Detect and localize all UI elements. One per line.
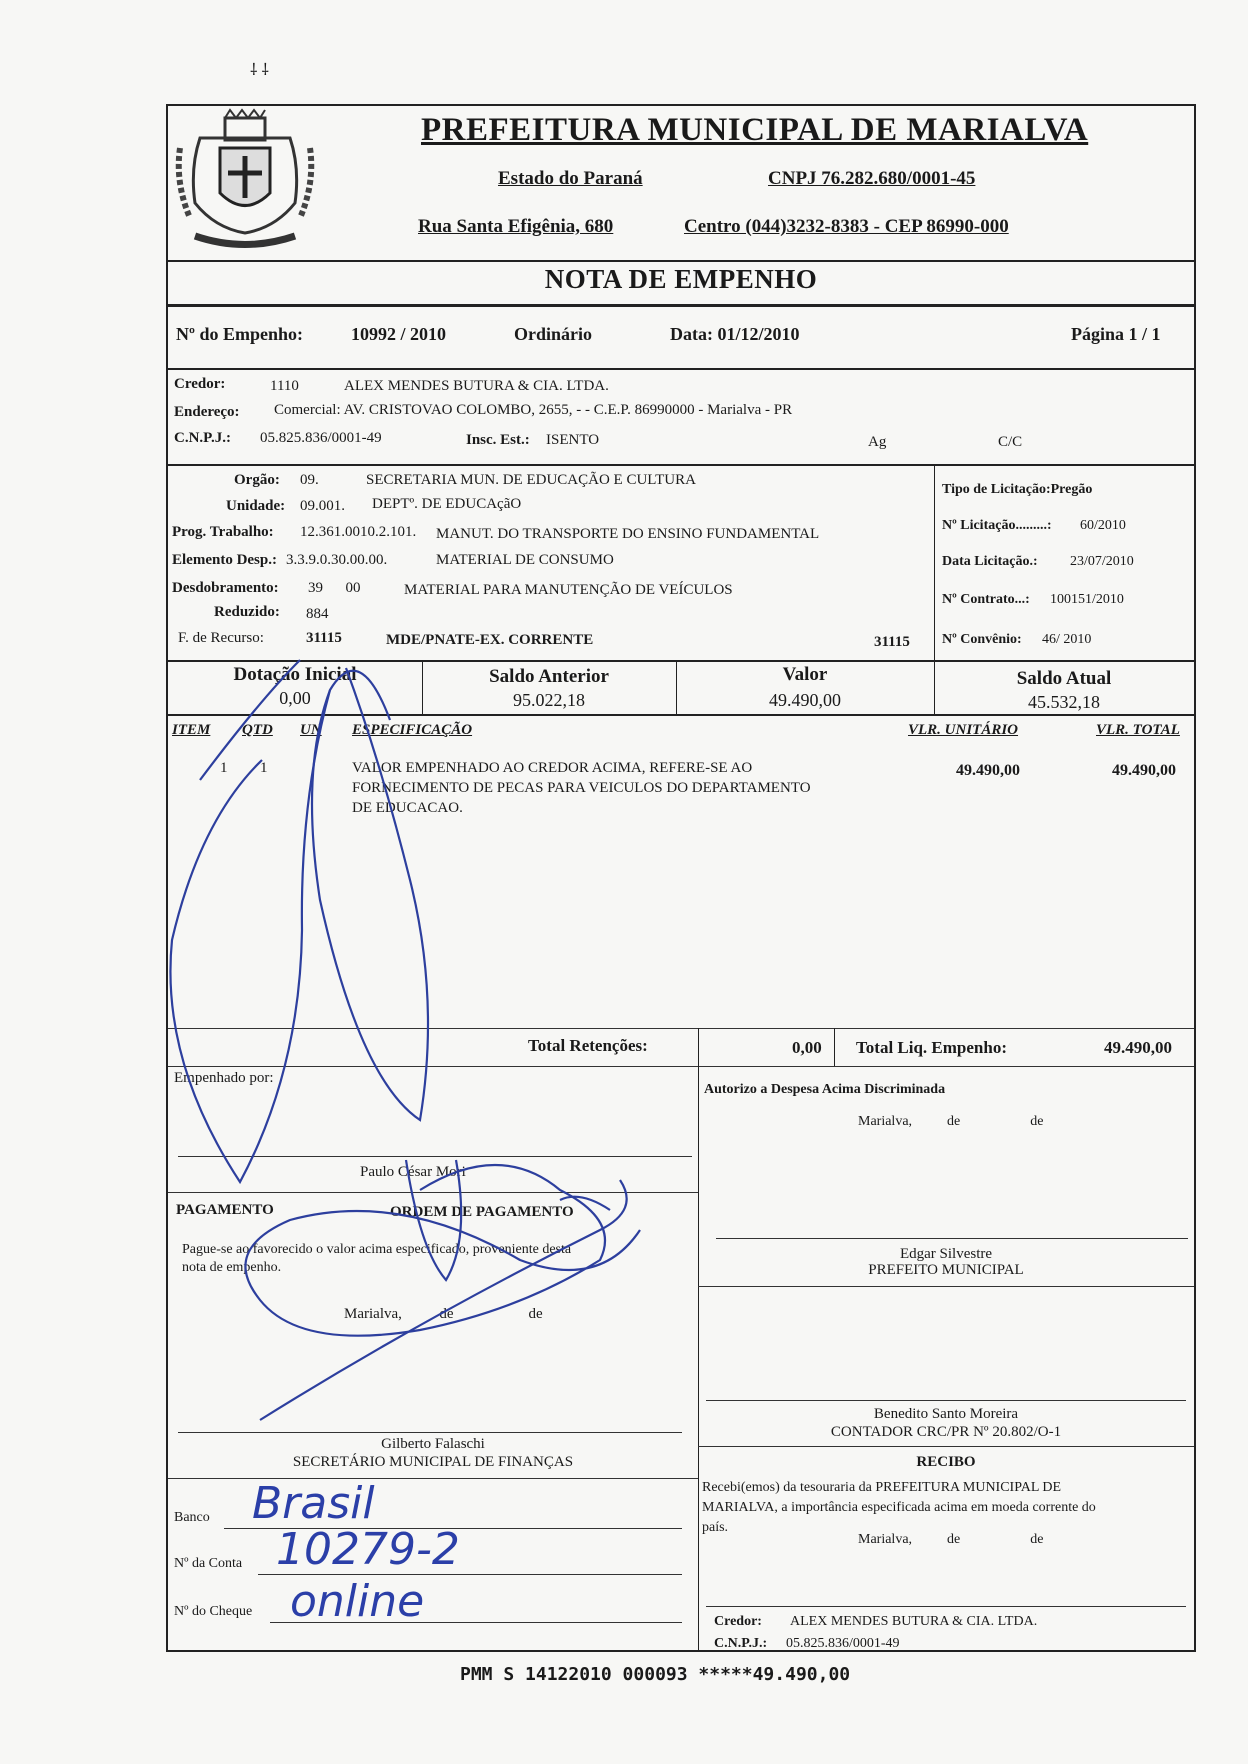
saldo-atual-label: Saldo Atual <box>1016 668 1112 689</box>
contador-title: CONTADOR CRC/PR Nº 20.802/O-1 <box>830 1424 1062 1440</box>
prog-trabalho-name: MANUT. DO TRANSPORTE DO ENSINO FUNDAMENTAL <box>436 526 820 542</box>
autorizo-label: Autorizo a Despesa Acima Discriminada <box>704 1082 946 1097</box>
valor-value: 49.490,00 <box>769 690 841 710</box>
credor-address: Comercial: AV. CRISTOVAO COLOMBO, 2655, - - C.E.P. 86990000 - Marialva - PR <box>274 402 793 418</box>
item-total-value: 49.490,00 <box>1112 762 1176 779</box>
elemento-name: MATERIAL DE CONSUMO <box>436 552 614 568</box>
item-spec-line1: VALOR EMPENHADO AO CREDOR ACIMA, REFERE-SE AO <box>352 760 753 776</box>
desdobramento-label: Desdobramento: <box>172 580 279 596</box>
col-unit-value: VLR. UNITÁRIO <box>908 722 1019 738</box>
unidade-label: Unidade: <box>226 498 286 514</box>
banco-value: Brasil <box>252 1478 375 1529</box>
saldo-anterior-value: 95.022,18 <box>513 690 585 710</box>
retencoes-label: Total Retenções: <box>528 1036 648 1055</box>
unidade-code: 09.001. <box>300 498 345 514</box>
valor-label: Valor <box>782 664 828 685</box>
recibo-date-line: Marialva, de de <box>858 1532 1044 1547</box>
empenho-number-label: Nº do Empenho: <box>176 324 303 344</box>
cheque-label: Nº do Cheque <box>174 1604 253 1619</box>
tipo-licitacao: Tipo de Licitação:Pregão <box>942 482 1093 497</box>
conta-label: Nº da Conta <box>174 1556 243 1571</box>
orgao-label: Orgão: <box>234 472 280 488</box>
recurso-code: 31115 <box>306 630 342 646</box>
credor-label: Credor: <box>174 376 226 392</box>
contrato-label: Nº Contrato...: <box>942 592 1030 607</box>
empenho-number: 10992 / 2010 <box>351 324 447 344</box>
coat-of-arms-icon <box>170 108 320 258</box>
recurso-code-right: 31115 <box>874 634 910 650</box>
document-title: NOTA DE EMPENHO <box>544 264 818 294</box>
col-total-value: VLR. TOTAL <box>1096 722 1180 738</box>
recibo-credor-label: Credor: <box>714 1614 762 1629</box>
col-item: ITEM <box>172 722 211 738</box>
prefeito-title: PREFEITO MUNICIPAL <box>868 1262 1024 1278</box>
pagamento-label: PAGAMENTO <box>176 1202 274 1218</box>
convenio-number: 46/ 2010 <box>1042 632 1092 647</box>
liquid-total-value: 49.490,00 <box>1104 1038 1172 1057</box>
recibo-text-line1: Recebi(emos) da tesouraria da PREFEITURA MUNICIPAL DE <box>702 1480 1062 1495</box>
prefeito-name: Edgar Silvestre <box>899 1246 993 1262</box>
insc-est-label: Insc. Est.: <box>466 432 530 448</box>
top-marks: ⸸ ⸸ <box>250 62 270 79</box>
reduzido-value: 884 <box>306 606 329 622</box>
empenho-date: Data: 01/12/2010 <box>670 324 800 344</box>
item-spec-line3: DE EDUCACAO. <box>352 800 463 816</box>
reduzido-label: Reduzido: <box>214 604 280 620</box>
nota-empenho-form <box>166 104 1196 1652</box>
col-especificacao: ESPECIFICAÇÃO <box>352 722 473 738</box>
insc-est-value: ISENTO <box>546 432 600 448</box>
prog-trabalho-code: 12.361.0010.2.101. <box>300 524 417 540</box>
municipality-contact: Centro (044)3232-8383 - CEP 86990-000 <box>684 216 1009 237</box>
item-unit-value: 49.490,00 <box>956 762 1020 779</box>
pagamento-date-line: Marialva, de de <box>344 1306 543 1322</box>
account-label: C/C <box>998 434 1023 450</box>
credor-cnpj: 05.825.836/0001-49 <box>260 430 382 446</box>
liquid-total-label: Total Liq. Empenho: <box>856 1038 1007 1057</box>
licitacao-date: 23/07/2010 <box>1070 554 1134 569</box>
item-number: 1 <box>220 760 228 776</box>
licitacao-date-label: Data Licitação.: <box>942 554 1038 569</box>
agency-label: Ag <box>868 434 887 450</box>
municipality-title: PREFEITURA MUNICIPAL DE MARIALVA <box>421 112 1089 148</box>
address-label: Endereço: <box>174 404 240 420</box>
recibo-text-line2: MARIALVA, a importância especificada acima em moeda corrente do <box>702 1500 1096 1515</box>
autorizo-date-line: Marialva, de de <box>858 1114 1044 1129</box>
col-un: UN <box>300 722 322 738</box>
secretario-name: Gilberto Falaschi <box>381 1436 485 1452</box>
item-spec-line2: FORNECIMENTO DE PECAS PARA VEICULOS DO DEPARTAMENTO <box>352 780 811 796</box>
recibo-cnpj: 05.825.836/0001-49 <box>786 1636 900 1651</box>
banco-label: Banco <box>174 1510 210 1525</box>
page-number: Página 1 / 1 <box>1071 324 1161 344</box>
recibo-text-line3: país. <box>702 1520 729 1535</box>
footer-stamp: PMM S 14122010 000093 *****49.490,00 <box>460 1664 851 1685</box>
state-name: Estado do Paraná <box>498 168 643 189</box>
recurso-label: F. de Recurso: <box>178 630 264 646</box>
conta-value: 10279-2 <box>276 1524 460 1575</box>
credor-name: ALEX MENDES BUTURA & CIA. LTDA. <box>344 378 609 394</box>
cheque-value: online <box>290 1576 425 1627</box>
col-qtd: QTD <box>242 722 273 738</box>
licitacao-number: 60/2010 <box>1080 518 1126 533</box>
empenhado-name: Paulo César Mori <box>360 1164 466 1180</box>
licitacao-number-label: Nº Licitação.........: <box>942 518 1052 533</box>
recibo-label: RECIBO <box>916 1454 976 1470</box>
municipality-cnpj: CNPJ 76.282.680/0001-45 <box>768 168 976 189</box>
dotacao-label: Dotação Inicial <box>233 664 357 685</box>
unidade-name: DEPTº. DE EDUCAçãO <box>372 496 522 512</box>
pagamento-text-line2: nota de empenho. <box>182 1260 282 1275</box>
saldo-anterior-label: Saldo Anterior <box>489 666 609 687</box>
empenhado-label: Empenhado por: <box>174 1070 274 1086</box>
ordem-pagamento-label: ORDEM DE PAGAMENTO <box>390 1204 574 1220</box>
municipality-address: Rua Santa Efigênia, 680 <box>418 216 614 237</box>
prog-trabalho-label: Prog. Trabalho: <box>172 524 274 540</box>
recibo-credor-name: ALEX MENDES BUTURA & CIA. LTDA. <box>790 1614 1038 1629</box>
contrato-number: 100151/2010 <box>1050 592 1124 607</box>
desdobramento-code: 39 00 <box>308 580 361 596</box>
recibo-cnpj-label: C.N.P.J.: <box>714 1636 768 1651</box>
credor-cnpj-label: C.N.P.J.: <box>174 430 231 446</box>
desdobramento-name: MATERIAL PARA MANUTENÇÃO DE VEÍCULOS <box>404 582 733 598</box>
recurso-name: MDE/PNATE-EX. CORRENTE <box>386 632 594 648</box>
orgao-name: SECRETARIA MUN. DE EDUCAÇÃO E CULTURA <box>366 472 696 488</box>
pagamento-text-line1: Pague-se ao favorecido o valor acima especificado, proveniente desta <box>182 1242 572 1257</box>
elemento-code: 3.3.9.0.30.00.00. <box>286 552 388 568</box>
item-qtd: 1 <box>260 760 268 776</box>
empenho-type: Ordinário <box>514 324 593 344</box>
contador-name: Benedito Santo Moreira <box>873 1406 1019 1422</box>
elemento-label: Elemento Desp.: <box>172 552 277 568</box>
secretario-title: SECRETÁRIO MUNICIPAL DE FINANÇAS <box>292 1454 574 1470</box>
orgao-code: 09. <box>300 472 319 488</box>
saldo-atual-value: 45.532,18 <box>1028 692 1100 712</box>
dotacao-value: 0,00 <box>279 688 311 708</box>
convenio-label: Nº Convênio: <box>942 632 1022 647</box>
credor-code: 1110 <box>270 378 299 394</box>
retencoes-value: 0,00 <box>792 1038 822 1057</box>
